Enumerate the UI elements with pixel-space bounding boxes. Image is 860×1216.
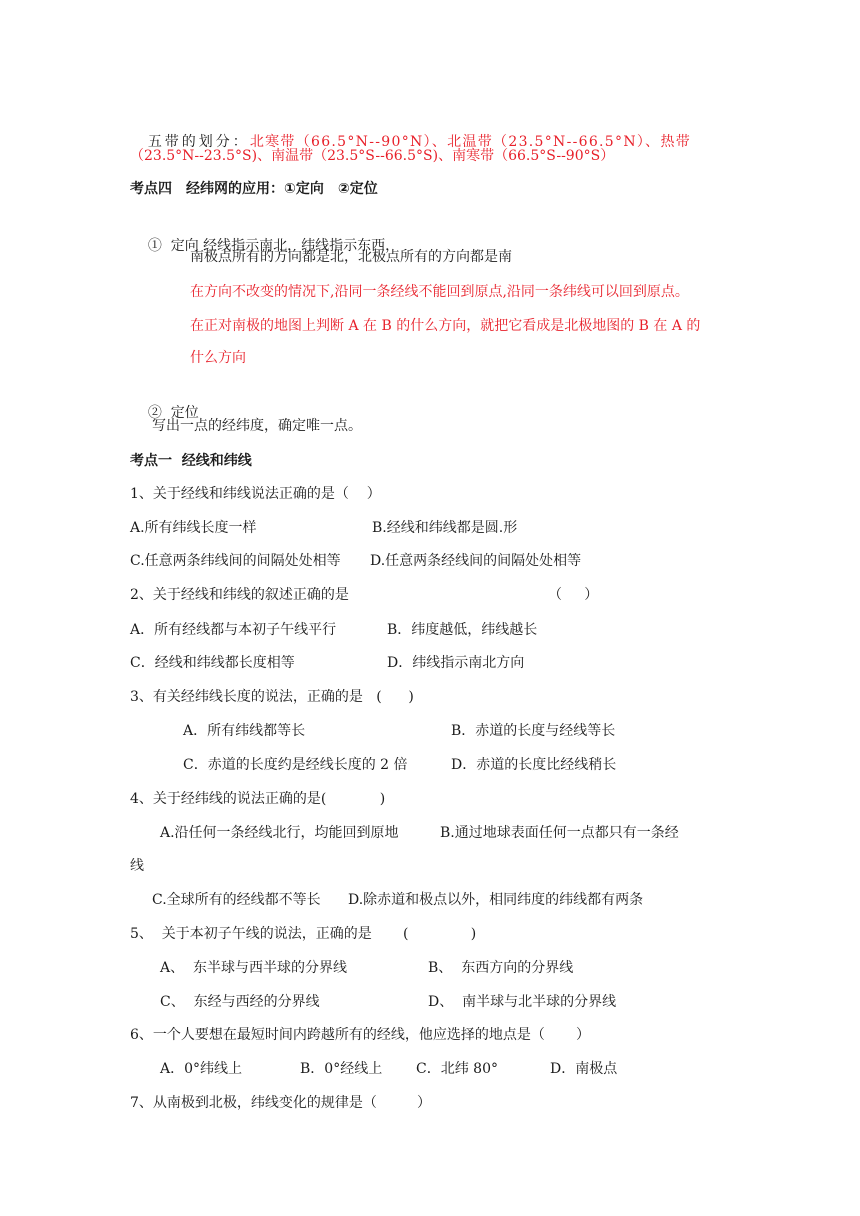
q1-option-b: B.经线和纬线都是圆.形 bbox=[372, 520, 518, 536]
q6-option-b: B．0°经线上 bbox=[300, 1061, 383, 1077]
question-6: 6、一个人要想在最短时间内跨越所有的经线，他应选择的地点是（ ） bbox=[130, 1027, 591, 1043]
question-4: 4、关于经纬线的说法正确的是( ) bbox=[130, 791, 386, 807]
q5-option-d: D、 南半球与北半球的分界线 bbox=[428, 994, 617, 1010]
item1-line2: 南极点所有的方向都是北，北极点所有的方向都是南 bbox=[190, 249, 512, 265]
q5-option-a: A、 东半球与西半球的分界线 bbox=[160, 960, 348, 976]
question-7: 7、从南极到北极，纬线变化的规律是（ ） bbox=[130, 1095, 431, 1111]
q6-option-d: D．南极点 bbox=[550, 1061, 618, 1077]
q4-option-d: D.除赤道和极点以外，相同纬度的纬线都有两条 bbox=[348, 892, 644, 908]
zones-label: 五带的划分： bbox=[147, 134, 250, 150]
q6-option-c: C．北纬 80° bbox=[416, 1061, 498, 1077]
section1-heading: 考点一 经线和纬线 bbox=[130, 453, 252, 469]
q5-option-c: C、 东经与西经的分界线 bbox=[160, 994, 320, 1010]
q3-option-a: A．所有纬线都等长 bbox=[183, 723, 306, 739]
question-1: 1、关于经线和纬线说法正确的是（ ） bbox=[130, 486, 381, 502]
item1-line4: 在正对南极的地图上判断 A 在 B 的什么方向，就把它看成是北极地图的 B 在 A 的 bbox=[190, 318, 701, 334]
circled-2-marker: ② bbox=[147, 405, 162, 421]
zones-intro-line2: （23.5°N--23.5°S)、南温带（23.5°S--66.5°S)、南寒带（66.5°S--90°S） bbox=[130, 148, 615, 164]
section4-heading: 考点四 经纬网的应用：①定向 ②定位 bbox=[130, 181, 378, 197]
q4-option-a: A.沿任何一条经线北行，均能回到原地 bbox=[160, 825, 399, 841]
q3-option-d: D．赤道的长度比经线稍长 bbox=[451, 757, 617, 773]
q2-option-b: B．纬度越低，纬线越长 bbox=[387, 622, 538, 638]
q3-option-b: B．赤道的长度与经线等长 bbox=[451, 723, 616, 739]
question-3: 3、有关经纬线长度的说法，正确的是 ( ) bbox=[130, 689, 414, 705]
circled-1-marker: ① bbox=[147, 238, 162, 254]
item2-text: 定位 bbox=[170, 405, 199, 421]
question-5: 5、 关于本初子午线的说法，正确的是 ( ) bbox=[130, 926, 477, 942]
question-2: 2、关于经线和纬线的叙述正确的是 bbox=[130, 587, 349, 603]
q3-option-c: C．赤道的长度约是经线长度的 2 倍 bbox=[183, 757, 408, 773]
q1-option-a: A.所有纬线长度一样 bbox=[130, 520, 257, 536]
q4-option-c: C.全球所有的经线都不等长 bbox=[152, 892, 321, 908]
item1-text: 定向 经线指示南北，纬线指示东西， bbox=[170, 238, 400, 254]
q4-option-b-wrap: 线 bbox=[130, 858, 144, 874]
zones-text: 北寒带（66.5°N--90°N）、北温带（23.5°N--66.5°N）、热带 bbox=[249, 134, 692, 150]
q2-answer-paren: （ ） bbox=[548, 587, 599, 603]
item1-line5: 什么方向 bbox=[190, 350, 246, 366]
q1-option-c: C.任意两条纬线间的间隔处处相等 bbox=[130, 553, 341, 569]
item1-line3: 在方向不改变的情况下,沿同一条经线不能回到原点,沿同一条纬线可以回到原点。 bbox=[190, 284, 689, 300]
section4-item1 bbox=[130, 216, 399, 276]
q6-option-a: A．0°纬线上 bbox=[160, 1061, 243, 1077]
item2-line2: 写出一点的经纬度，确定唯一点。 bbox=[152, 418, 362, 434]
q1-option-d: D.任意两条经线间的间隔处处相等 bbox=[370, 553, 582, 569]
q2-option-c: C．经线和纬线都长度相等 bbox=[130, 655, 295, 671]
q2-option-d: D．纬线指示南北方向 bbox=[387, 655, 525, 671]
q2-option-a: A．所有经线都与本初子午线平行 bbox=[130, 622, 337, 638]
q5-option-b: B、 东西方向的分界线 bbox=[428, 960, 574, 976]
q4-option-b: B.通过地球表面任何一点都只有一条经 bbox=[440, 825, 679, 841]
